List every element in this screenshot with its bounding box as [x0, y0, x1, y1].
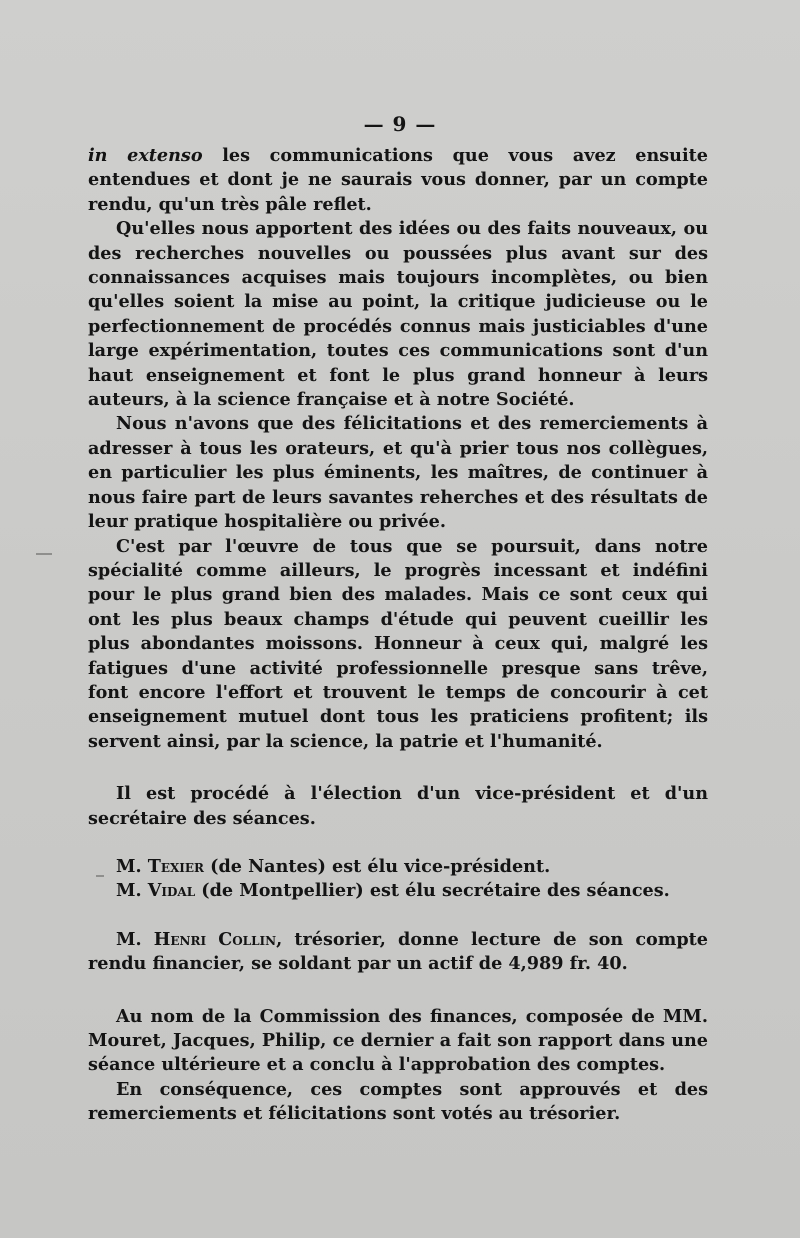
person-name: Henri Collin — [153, 928, 277, 950]
person-name: Texier — [147, 855, 205, 877]
paragraph-vice-president — [88, 855, 708, 879]
honorific: M. — [116, 880, 148, 902]
margin-mark — [36, 553, 52, 555]
paragraph-text: (de Montpellier) est élu secrétaire des séances. — [195, 880, 670, 902]
paragraph-thanks: Nous n'avons que des félicitations et des remerciements à adresser à tous les orateurs, et qu'à prier tous nos collègues, en particulier les plus éminents, les maîtres, de continuer à nous faire part de leurs savantes reherches et des résultats de leur pratique hospitalière ou privée. — [88, 413, 708, 533]
person-name: Vidal — [147, 880, 196, 902]
page-number: — 9 — — [363, 112, 437, 136]
paragraph-text: (de Nantes) est élu vice-président. — [204, 855, 551, 877]
paragraph-treasurer — [88, 928, 708, 977]
paragraph-text: les communications que vous avez ensuite entendues et dont je ne saurais vous donner, par un compte rendu, qu'un très pâle reflet. — [88, 145, 708, 215]
paragraph-continuation — [88, 144, 708, 217]
honorific: M. — [116, 928, 154, 950]
body-text — [88, 144, 708, 1127]
paragraph-progress: C'est par l'œuvre de tous que se poursuit, dans notre spécialité comme ailleurs, le progrès incessant et indéfini pour le plus grand bien des malades. Mais ce sont ceux qui ont les plus beaux champs d'étude qui peuvent cueillir les plus abondantes moissons. Honneur à ceux qui, malgré les fatigues d'une activité professionnelle presque sans trêve, font encore l'effort et trouvent le temps de concourir à cet enseignement mutuel dont tous les praticiens profitent; ils servent ainsi, par la science, la patrie et l'humanité. — [88, 535, 708, 752]
honorific: M. — [116, 855, 148, 877]
italic-phrase: in extenso — [88, 145, 203, 166]
paragraph-approval: En conséquence, ces comptes sont approuvés et des remerciements et félicitations sont votés au trésorier. — [88, 1078, 708, 1125]
paragraph-text: , trésorier, donne lecture de son compte rendu financier, se soldant par un actif de 4,989 fr. 40. — [88, 928, 708, 975]
paragraph-commission: Au nom de la Commission des finances, composée de MM. Mouret, Jacques, Philip, ce dernier a fait son rapport dans une séance ultérieure et a conclu à l'approbation des comptes. — [88, 1005, 708, 1076]
paragraph-election: Il est procédé à l'élection d'un vice-président et d'un secrétaire des séances. — [88, 783, 708, 829]
paragraph-communications: Qu'elles nous apportent des idées ou des faits nouveaux, ou des recherches nouvelles ou poussées plus avant sur des connaissances acquises mais toujours incomplètes, ou bien qu'elles soient la mise au point, la critique judicieuse ou le perfectionnement de procédés connus mais justiciables d'une large expérimentation, toutes ces communications sont d'un haut enseignement et font le plus grand honneur à leurs auteurs, à la science française et à notre Société. — [88, 218, 708, 411]
paragraph-secretary — [88, 879, 708, 903]
